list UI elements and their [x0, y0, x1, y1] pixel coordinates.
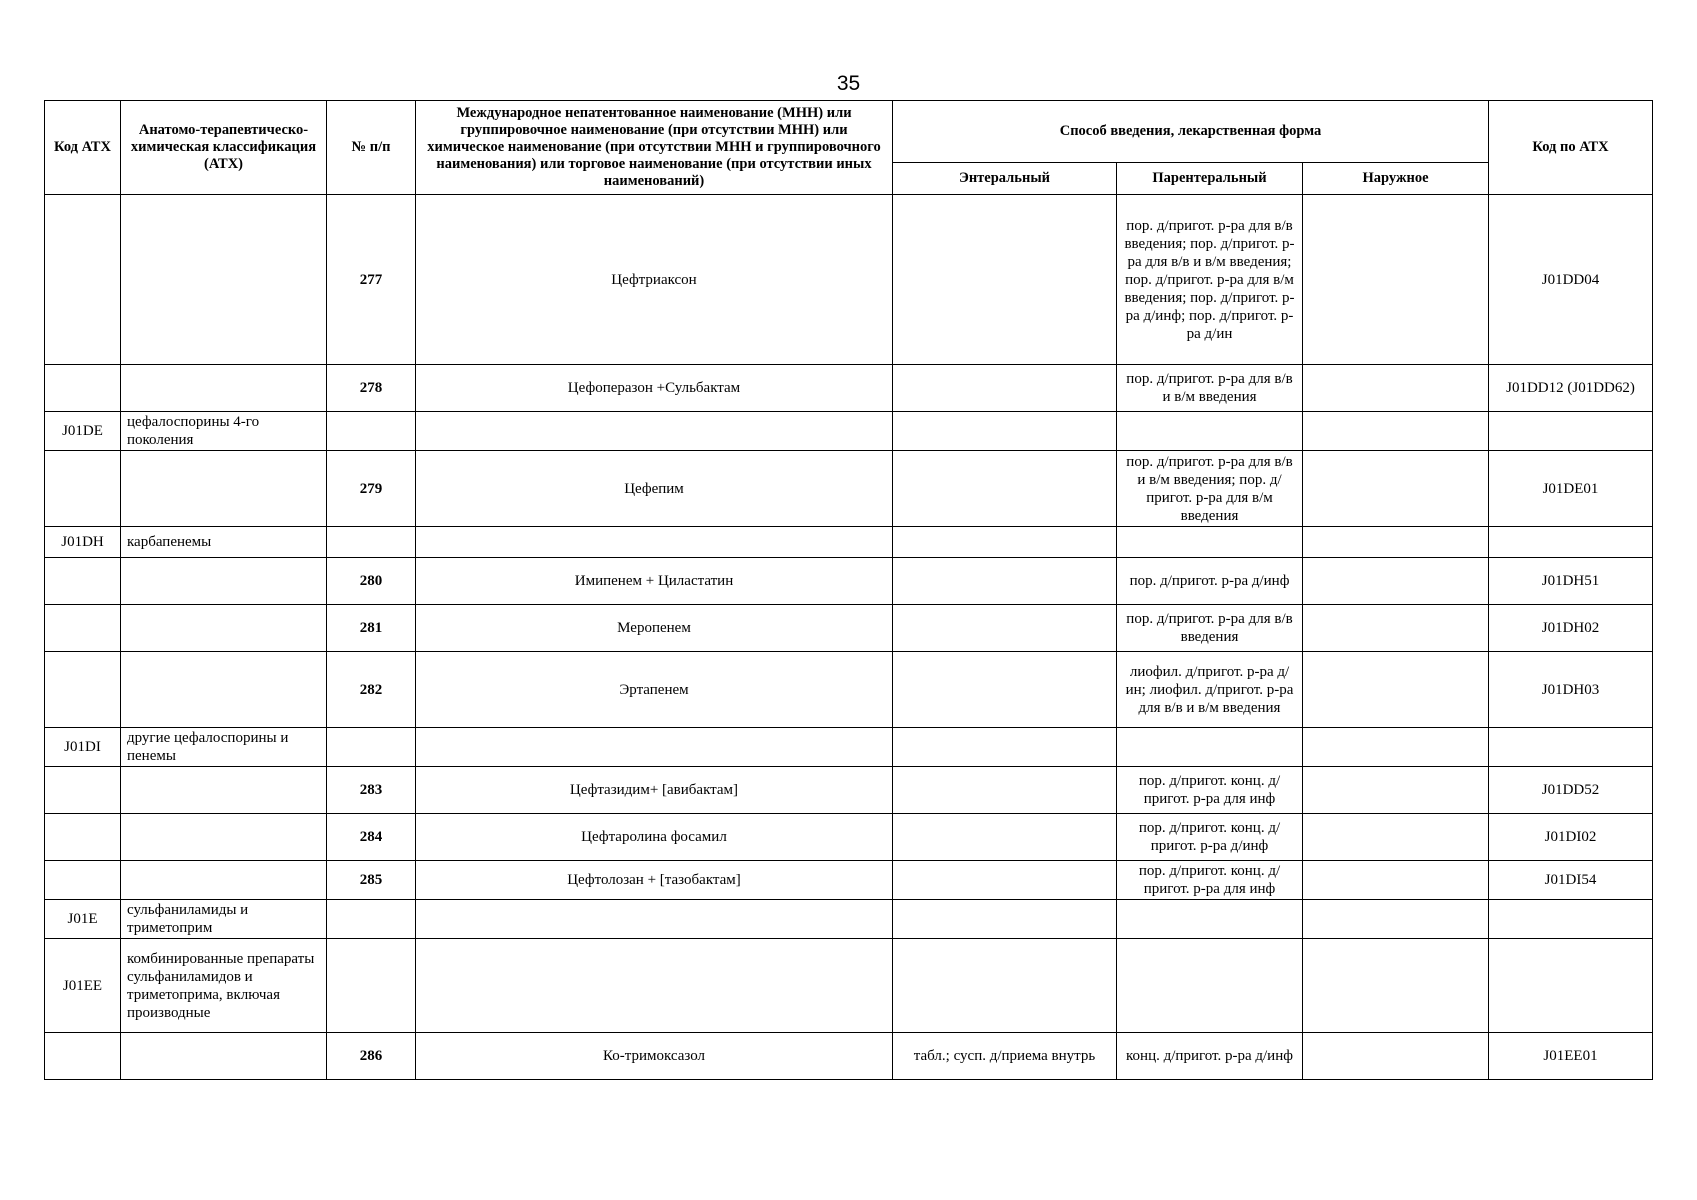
table-row: [45, 939, 1653, 1033]
cell-enteral: [893, 195, 1117, 365]
cell-code: [45, 558, 121, 605]
cell-atx: J01DH02: [1489, 605, 1653, 652]
cell-parenteral: пор. д/пригот. конц. д/пригот. р-ра д/инф: [1117, 814, 1303, 861]
cell-external: [1303, 1033, 1489, 1080]
cell-atx: J01DI02: [1489, 814, 1653, 861]
cell-enteral: [893, 451, 1117, 527]
cell-class: сульфаниламиды и триметоприм: [121, 900, 327, 939]
cell-number: 285: [327, 861, 416, 900]
cell-enteral: [893, 861, 1117, 900]
cell-number: 278: [327, 365, 416, 412]
cell-code: [45, 365, 121, 412]
header-code-by-atx: Код по АТХ: [1489, 101, 1653, 195]
cell-number: 281: [327, 605, 416, 652]
cell-parenteral: [1117, 412, 1303, 451]
cell-class: [121, 861, 327, 900]
cell-external: [1303, 814, 1489, 861]
table-row: [45, 451, 1653, 527]
cell-atx: J01EE01: [1489, 1033, 1653, 1080]
cell-enteral: [893, 900, 1117, 939]
cell-external: [1303, 939, 1489, 1033]
cell-enteral: [893, 728, 1117, 767]
header-enteral: Энтеральный: [893, 163, 1117, 195]
cell-atx: J01DD52: [1489, 767, 1653, 814]
cell-atx: J01DD12 (J01DD62): [1489, 365, 1653, 412]
cell-number: 279: [327, 451, 416, 527]
page-number: 35: [836, 72, 861, 95]
cell-atx: [1489, 527, 1653, 558]
cell-class: цефалоспорины 4-го поколения: [121, 412, 327, 451]
cell-code: [45, 652, 121, 728]
cell-name: Ко-тримоксазол: [416, 1033, 893, 1080]
header-parenteral: Парентеральный: [1117, 163, 1303, 195]
cell-parenteral: пор. д/пригот. конц. д/пригот. р-ра для инф: [1117, 861, 1303, 900]
table-row: [45, 728, 1653, 767]
cell-external: [1303, 365, 1489, 412]
cell-name: Цефтолозан + [тазобактам]: [416, 861, 893, 900]
cell-external: [1303, 527, 1489, 558]
cell-atx: J01DI54: [1489, 861, 1653, 900]
cell-code: [45, 1033, 121, 1080]
cell-external: [1303, 412, 1489, 451]
cell-parenteral: пор. д/пригот. р-ра для в/в и в/м введения; пор. д/пригот. р-ра для в/м введения: [1117, 451, 1303, 527]
cell-parenteral: пор. д/пригот. р-ра для в/в введения; пор. д/пригот. р-ра для в/в и в/м введения; пор. д/пригот. р-ра для в/м введения; пор. д/пригот. р-ра д/инф; пор. д/пригот. р-ра д/ин: [1117, 195, 1303, 365]
cell-enteral: [893, 767, 1117, 814]
cell-external: [1303, 728, 1489, 767]
cell-class: [121, 605, 327, 652]
cell-code: J01DH: [45, 527, 121, 558]
cell-atx: J01DE01: [1489, 451, 1653, 527]
cell-number: 280: [327, 558, 416, 605]
cell-parenteral: пор. д/пригот. р-ра д/инф: [1117, 558, 1303, 605]
table-row: [45, 767, 1653, 814]
cell-number: 283: [327, 767, 416, 814]
cell-parenteral: [1117, 900, 1303, 939]
cell-class: другие цефалоспорины и пенемы: [121, 728, 327, 767]
cell-name: Цефтаролина фосамил: [416, 814, 893, 861]
cell-number: 284: [327, 814, 416, 861]
cell-name: Цефтазидим+ [авибактам]: [416, 767, 893, 814]
header-code-atx: Код АТХ: [45, 101, 121, 195]
cell-parenteral: пор. д/пригот. конц. д/пригот. р-ра для инф: [1117, 767, 1303, 814]
cell-atx: [1489, 939, 1653, 1033]
cell-enteral: [893, 527, 1117, 558]
cell-code: J01DE: [45, 412, 121, 451]
cell-class: карбапенемы: [121, 527, 327, 558]
cell-name: [416, 412, 893, 451]
table-row: [45, 558, 1653, 605]
cell-code: [45, 605, 121, 652]
header-classification: Анатомо-терапевтическо-химическая классификация (АТХ): [121, 101, 327, 195]
cell-class: [121, 767, 327, 814]
cell-external: [1303, 767, 1489, 814]
cell-enteral: табл.; сусп. д/приема внутрь: [893, 1033, 1117, 1080]
header-number: № п/п: [327, 101, 416, 195]
cell-external: [1303, 861, 1489, 900]
cell-parenteral: пор. д/пригот. р-ра для в/в и в/м введения: [1117, 365, 1303, 412]
table-row: [45, 814, 1653, 861]
cell-code: [45, 767, 121, 814]
cell-code: J01DI: [45, 728, 121, 767]
cell-atx: J01DH51: [1489, 558, 1653, 605]
cell-atx: [1489, 412, 1653, 451]
header-external: Наружное: [1303, 163, 1489, 195]
table-row: [45, 365, 1653, 412]
cell-code: [45, 451, 121, 527]
cell-atx: J01DD04: [1489, 195, 1653, 365]
cell-class: [121, 652, 327, 728]
table-row: [45, 195, 1653, 365]
header-route-group: Способ введения, лекарственная форма: [893, 101, 1489, 163]
cell-class: [121, 814, 327, 861]
cell-atx: [1489, 900, 1653, 939]
cell-number: [327, 527, 416, 558]
cell-enteral: [893, 605, 1117, 652]
table-row: [45, 900, 1653, 939]
cell-external: [1303, 451, 1489, 527]
cell-class: [121, 451, 327, 527]
cell-number: [327, 412, 416, 451]
cell-code: [45, 195, 121, 365]
cell-parenteral: пор. д/пригот. р-ра для в/в введения: [1117, 605, 1303, 652]
cell-external: [1303, 605, 1489, 652]
cell-external: [1303, 900, 1489, 939]
table-row: [45, 861, 1653, 900]
cell-parenteral: лиофил. д/пригот. р-ра д/ин; лиофил. д/пригот. р-ра для в/в и в/м введения: [1117, 652, 1303, 728]
cell-number: [327, 939, 416, 1033]
cell-enteral: [893, 814, 1117, 861]
table-row: [45, 652, 1653, 728]
cell-code: [45, 814, 121, 861]
cell-parenteral: [1117, 939, 1303, 1033]
cell-class: [121, 558, 327, 605]
cell-number: 277: [327, 195, 416, 365]
cell-code: J01EE: [45, 939, 121, 1033]
cell-name: Цефепим: [416, 451, 893, 527]
cell-external: [1303, 652, 1489, 728]
table-row: [45, 605, 1653, 652]
header-row: [45, 101, 1653, 163]
cell-name: [416, 900, 893, 939]
cell-class: [121, 365, 327, 412]
cell-name: [416, 527, 893, 558]
cell-number: 282: [327, 652, 416, 728]
cell-number: [327, 728, 416, 767]
cell-enteral: [893, 365, 1117, 412]
cell-atx: [1489, 728, 1653, 767]
cell-number: 286: [327, 1033, 416, 1080]
table-row: [45, 1033, 1653, 1080]
cell-class: комбинированные препараты сульфаниламидов и триметоприма, включая производные: [121, 939, 327, 1033]
cell-external: [1303, 558, 1489, 605]
cell-enteral: [893, 558, 1117, 605]
header-name: Международное непатентованное наименование (МНН) или группировочное наименование (при отсутствии МНН) или химическое наименование (при отсутствии МНН и группировочного наименования) или торговое наименование (при отсутствии иных наименований): [416, 101, 893, 195]
cell-name: Цефоперазон +Сульбактам: [416, 365, 893, 412]
cell-name: Цефтриаксон: [416, 195, 893, 365]
cell-parenteral: [1117, 527, 1303, 558]
cell-parenteral: [1117, 728, 1303, 767]
cell-class: [121, 1033, 327, 1080]
cell-number: [327, 900, 416, 939]
cell-code: J01E: [45, 900, 121, 939]
cell-name: [416, 939, 893, 1033]
cell-parenteral: конц. д/пригот. р-ра д/инф: [1117, 1033, 1303, 1080]
table-row: [45, 412, 1653, 451]
cell-name: Эртапенем: [416, 652, 893, 728]
table-row: [45, 527, 1653, 558]
cell-class: [121, 195, 327, 365]
cell-code: [45, 861, 121, 900]
cell-enteral: [893, 939, 1117, 1033]
cell-atx: J01DH03: [1489, 652, 1653, 728]
cell-enteral: [893, 412, 1117, 451]
cell-external: [1303, 195, 1489, 365]
cell-name: Меропенем: [416, 605, 893, 652]
cell-name: Имипенем + Циластатин: [416, 558, 893, 605]
cell-enteral: [893, 652, 1117, 728]
drug-registry-table: [44, 100, 1653, 1080]
cell-name: [416, 728, 893, 767]
